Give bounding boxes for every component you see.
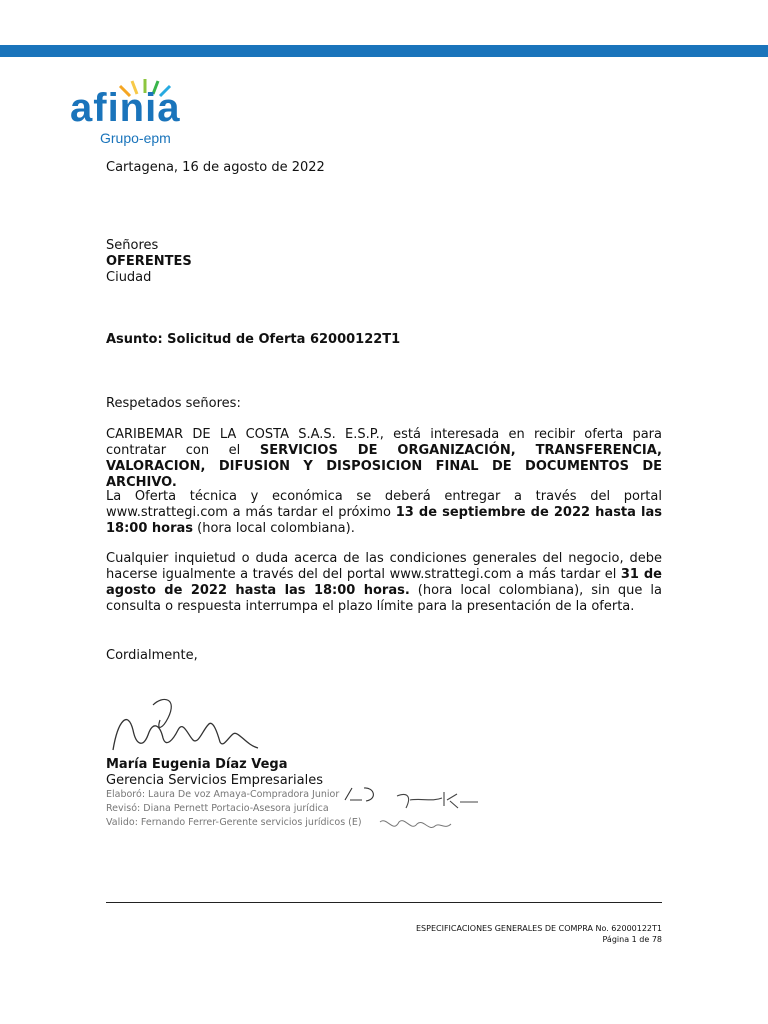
- elaboro-line: Elaboró: Laura De voz Amaya-Compradora Junior: [106, 789, 340, 800]
- paragraph-3-text: Cualquier inquietud o duda acerca de las condiciones generales del negocio, debe hacerse igualmente a través del del portal www.strattegi.com a más tardar el: [106, 551, 662, 582]
- paragraph-1-bold: SERVICIOS DE ORGANIZACIÓN, TRANSFERENCIA, VALORACION, DIFUSION Y DISPOSICION FINAL DE DOCUMENTOS DE ARCHIVO.: [106, 443, 662, 490]
- paragraph-2: [106, 489, 662, 537]
- footer-divider: [106, 902, 662, 903]
- paragraph-3-bold: 31 de agosto de 2022 hasta las 18:00 horas.: [106, 567, 662, 598]
- paragraph-1: [106, 427, 662, 491]
- top-color-bar: [0, 45, 768, 57]
- greeting: Respetados señores:: [106, 396, 241, 411]
- date-line: Cartagena, 16 de agosto de 2022: [106, 160, 325, 175]
- paragraph-3: [106, 551, 662, 615]
- logo-wordmark: afinia: [70, 86, 181, 130]
- initials-signature: [340, 785, 380, 805]
- logo-subtitle: Grupo-epm: [100, 130, 171, 146]
- recipient-line-1: Señores: [106, 238, 159, 253]
- paragraph-3-tail: (hora local colombiana), sin que la consulta o respuesta interrumpa el plazo límite para la presentación de la oferta.: [106, 583, 663, 614]
- signature-image: [108, 690, 268, 760]
- reviso-line: Revisó: Diana Pernett Portacio-Asesora jurídica: [106, 803, 329, 814]
- valido-signature: [375, 812, 455, 838]
- signer-name: María Eugenia Díaz Vega: [106, 757, 288, 772]
- signer-title: Gerencia Servicios Empresariales: [106, 773, 323, 788]
- subject-line: Asunto: Solicitud de Oferta 62000122T1: [106, 332, 401, 347]
- paragraph-1-text: CARIBEMAR DE LA COSTA S.A.S. E.S.P., está interesada en recibir oferta para contratar con el: [106, 427, 662, 458]
- footer-spec: ESPECIFICACIONES GENERALES DE COMPRA No. 62000122T1: [415, 924, 662, 933]
- closing: Cordialmente,: [106, 648, 198, 663]
- recipient-line-2: OFERENTES: [106, 254, 192, 269]
- footer-page-number: Página 1 de 78: [602, 935, 662, 944]
- paragraph-2-bold: 13 de septiembre de 2022 hasta las 18:00 horas: [106, 505, 662, 536]
- valido-line: Valido: Fernando Ferrer-Gerente servicios jurídicos (E): [106, 817, 362, 828]
- afinia-logo: [70, 78, 220, 148]
- paragraph-2-tail: (hora local colombiana).: [193, 521, 355, 536]
- paragraph-2-text: La Oferta técnica y económica se deberá entregar a través del portal www.strattegi.com a más tardar el próximo: [106, 489, 662, 520]
- recipient-line-3: Ciudad: [106, 270, 152, 285]
- reviso-signature: [392, 788, 482, 814]
